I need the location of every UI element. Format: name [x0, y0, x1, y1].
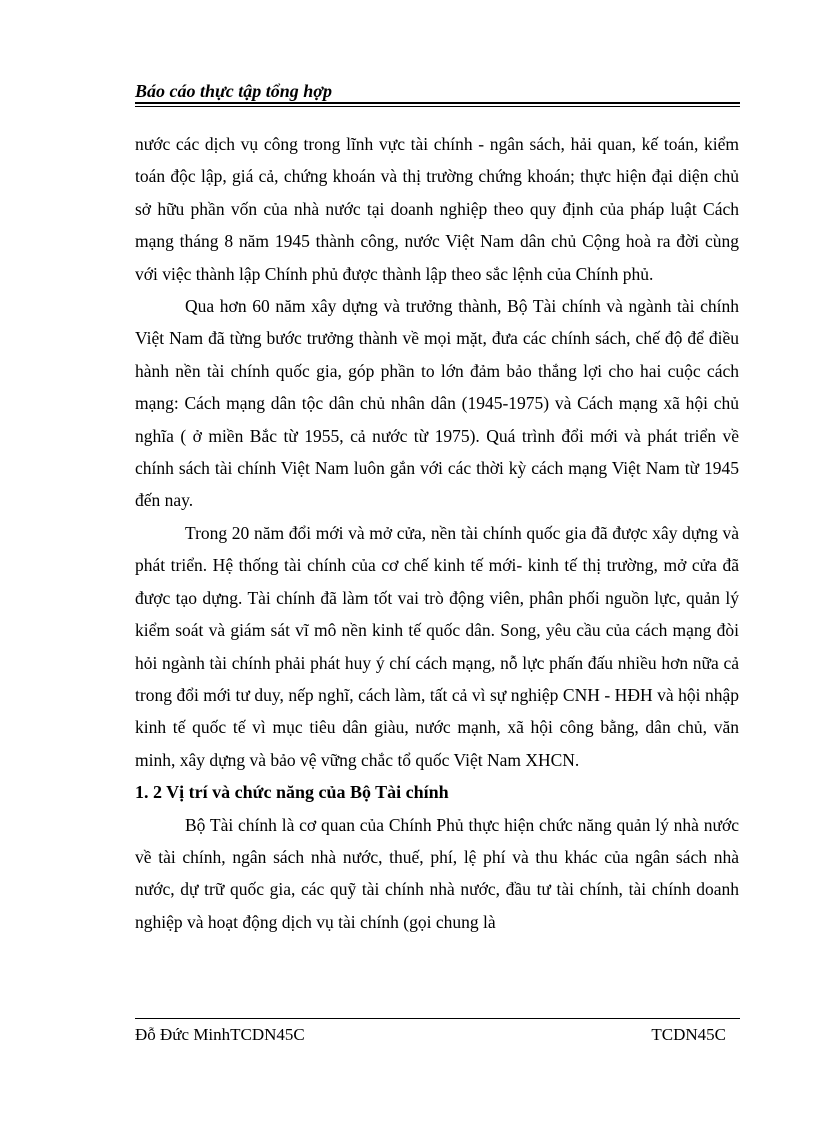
- header-divider-thick: [135, 102, 740, 104]
- footer-author: Đỗ Đức MinhTCDN45C: [135, 1025, 305, 1044]
- body-paragraph-1: nước các dịch vụ công trong lĩnh vực tài chính - ngân sách, hải quan, kế toán, kiểm toán độc lập, giá cả, chứng khoán và thị trường chứng khoán; thực hiện đại diện chủ sở hữu phần vốn của nhà nước tại doanh nghiệp theo quy định của pháp luật Cách mạng tháng 8 năm 1945 thành công, nước Việt Nam dân chủ Cộng hoà ra đời cùng với việc thành lập Chính phủ được thành lập theo sắc lệnh của Chính phủ.: [135, 134, 739, 284]
- document-body: [135, 128, 739, 938]
- body-paragraph-4: Bộ Tài chính là cơ quan của Chính Phủ thực hiện chức năng quản lý nhà nước về tài chính, ngân sách nhà nước, thuế, phí, lệ phí và thu khác của ngân sách nhà nước, dự trữ quốc gia, các quỹ tài chính nhà nước, đầu tư tài chính, tài chính doanh nghiệp và hoạt động dịch vụ tài chính (gọi chung là: [135, 814, 739, 932]
- body-paragraph-3: Trong 20 năm đổi mới và mở cửa, nền tài chính quốc gia đã được xây dựng và phát triển. Hệ thống tài chính của cơ chế kinh tế mới- kinh tế thị trường, mở cửa đã được tạo dựng. Tài chính đã làm tốt vai trò động viên, phân phối nguồn lực, quản lý kiểm soát và giám sát vĩ mô nền kinh tế quốc dân. Song, yêu cầu của cách mạng đòi hỏi ngành tài chính phải phát huy ý chí cách mạng, nỗ lực phấn đấu nhiều hơn nữa cả trong đổi mới tư duy, nếp nghĩ, cách làm, tất cả vì sự nghiệp CNH - HĐH và hội nhập kinh tế quốc tế vì mục tiêu dân giàu, nước mạnh, xã hội công bằng, dân chủ, văn minh, xây dựng và bảo vệ vững chắc tổ quốc Việt Nam XHCN.: [135, 522, 739, 770]
- body-paragraph-2: Qua hơn 60 năm xây dựng và trưởng thành, Bộ Tài chính và ngành tài chính Việt Nam đã từng bước trưởng thành về mọi mặt, đưa các chính sách, chế độ để điều hành nền tài chính quốc gia, góp phần to lớn đảm bảo thắng lợi cho hai cuộc cách mạng: Cách mạng dân tộc dân chủ nhân dân (1945-1975) và Cách mạng xã hội chủ nghĩa ( ở miền Bắc từ 1955, cả nước từ 1975). Quá trình đổi mới và phát triển về chính sách tài chính Việt Nam luôn gắn với các thời kỳ cách mạng Việt Nam từ 1945 đến nay.: [135, 296, 739, 511]
- footer-divider: [135, 1018, 740, 1019]
- header-divider-thin: [135, 106, 740, 107]
- section-heading: 1. 2 Vị trí và chức năng của Bộ Tài chính: [135, 782, 449, 803]
- page-header-title: Báo cáo thực tập tổng hợp: [135, 81, 332, 101]
- footer-class-code: TCDN45C: [651, 1025, 726, 1044]
